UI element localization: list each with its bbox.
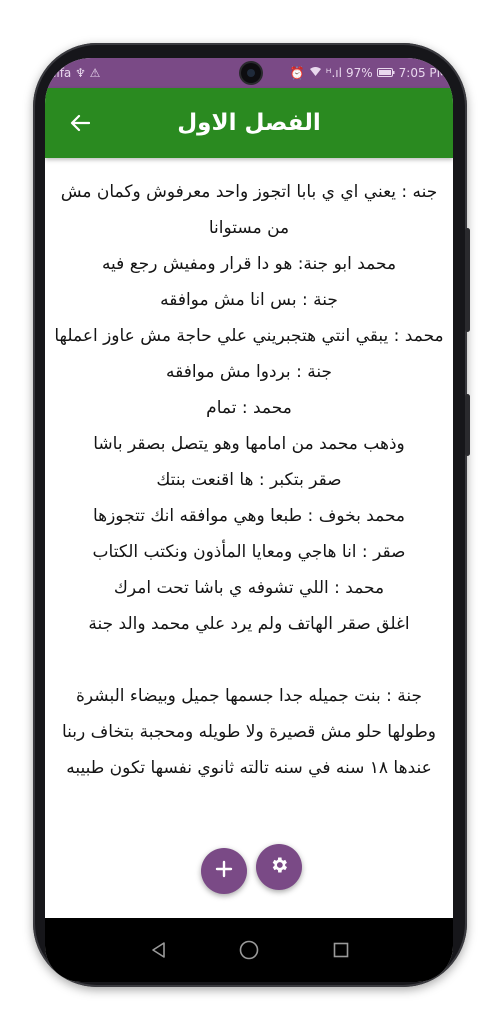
volume-button bbox=[465, 228, 470, 332]
front-camera bbox=[241, 63, 261, 83]
story-line: محمد : اللي تشوفه ي باشا تحت امرك bbox=[113, 578, 385, 598]
triangle-back-icon bbox=[149, 940, 169, 960]
add-button[interactable] bbox=[201, 848, 247, 894]
story-line: جنه : يعني اي ي بابا اتجوز واحد معرفوش وكمان مش من مستوانا bbox=[60, 182, 438, 238]
story-line: وذهب محمد من امامها وهو يتصل بصقر باشا bbox=[93, 434, 405, 454]
story-line: صقر : انا هاجي ومعايا المأذون ونكتب الكتاب bbox=[92, 542, 406, 562]
story-line: محمد ابو جنة: هو دا قرار ومفيش رجع فيه bbox=[101, 254, 397, 274]
story-line: جنة : بنت جميله جدا جسمها جميل وبيضاء البشرة وطولها حلو مش قصيرة ولا طويله ومحجبة بتخاف ربنا عندها ١٨ سنه في سنه تالته ثانوي نفسها تكون طبيبه bbox=[61, 686, 437, 778]
chapter-title: الفصل الاول bbox=[177, 110, 321, 136]
clock: 7:05 PM bbox=[398, 66, 447, 80]
carrier-label: alfa ♆ ⚠ bbox=[49, 66, 101, 80]
nav-home-button[interactable] bbox=[229, 930, 269, 970]
story-line: جنة : بردوا مش موافقه bbox=[166, 362, 332, 382]
story-line: محمد : تمام bbox=[206, 398, 292, 418]
battery-percent: 97% bbox=[345, 66, 373, 80]
story-text bbox=[45, 158, 453, 786]
square-recents-icon bbox=[331, 940, 351, 960]
story-line: جنة : بس انا مش موافقه bbox=[160, 290, 338, 310]
status-bar bbox=[45, 58, 453, 88]
settings-button[interactable] bbox=[256, 844, 302, 890]
nav-recents-button[interactable] bbox=[321, 930, 361, 970]
power-button bbox=[465, 394, 470, 456]
story-line: محمد بخوف : طبعا وهي موافقه انك تتجوزها bbox=[92, 506, 406, 526]
app-bar bbox=[45, 88, 453, 158]
story-line: صقر بتكبر : ها اقنعت بنتك bbox=[156, 470, 342, 490]
story-line: محمد : يبقي انتي هتجبريني علي حاجة مش عاوز اعملها bbox=[54, 326, 444, 346]
signal-icon: ᴴ.ıl bbox=[325, 66, 342, 80]
wifi-icon bbox=[309, 66, 322, 80]
phone-screen bbox=[45, 58, 453, 982]
story-content[interactable] bbox=[45, 158, 453, 918]
circle-home-icon bbox=[238, 939, 260, 961]
alarm-icon: ⏰ bbox=[289, 66, 305, 80]
navigation-bar bbox=[45, 918, 453, 982]
status-icons bbox=[290, 66, 447, 80]
arrow-left-icon[interactable] bbox=[63, 106, 97, 140]
plus-icon bbox=[215, 860, 233, 882]
gear-icon bbox=[269, 855, 289, 879]
nav-back-button[interactable] bbox=[139, 930, 179, 970]
story-line: اغلق صقر الهاتف ولم يرد علي محمد والد جنة bbox=[88, 614, 410, 634]
story-line bbox=[53, 642, 445, 678]
battery-icon bbox=[377, 66, 395, 80]
